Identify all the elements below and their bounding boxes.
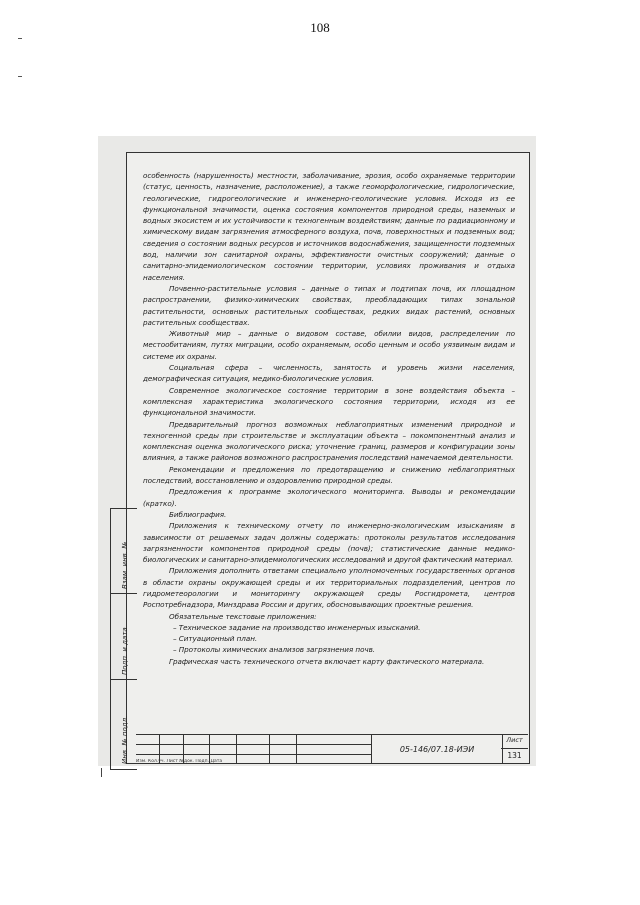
page-number: 108 — [310, 20, 330, 35]
grid-line — [136, 754, 371, 755]
margin-mark — [18, 38, 22, 39]
list-item: – Ситуационный план. — [173, 634, 258, 644]
paragraph: особенность (нарушенность) местности, заболачивание, эрозия, особо охраняемые территории (статус, ценность, назначение, расположение), а также геоморфологические, гидрологические, геологические, гидрогеологические и инженерно-геологические условия. Исходя из ее функциональной значимости, оценка состояния компонентов природной среды, наземных и водных экосистем и их устойчивости к техногенным воздействиям; данные по радиационному и химическому видам загрязнения атмосферного воздуха, почв, поверхностных и подземных вод; сведения о состоянии водных ресурсов и источников водоснабжения, защищенности подземных вод, наличии зон санитарной охраны, эффективности очистных сооружений; данные о санитарно-эпидемиологическом состоянии территории, условиях проживания и отдыха населения. — [143, 171, 515, 282]
paragraph: Графическая часть технического отчета включает карту фактического материала. — [169, 656, 485, 666]
document-code: 05-146/07.18-ИЭИ — [371, 735, 503, 763]
sheet-number: 131 — [501, 748, 528, 760]
margin-mark — [101, 768, 102, 777]
title-block-grid — [136, 735, 371, 763]
grid-line — [136, 744, 371, 745]
title-block — [136, 734, 528, 763]
list-item: – Протоколы химических анализов загрязнения почв. — [173, 645, 376, 655]
paragraph: Почвенно-растительные условия – данные о типах и подтипах почв, их площадном распространении, физико-химических свойствах, преобладающих типах зональной растительности, основных растительных сообществах, редких видах растений, основных растительных сообществах. — [143, 283, 515, 327]
paragraph: Приложения к техническому отчету по инженерно-экологическим изысканиям в зависимости от решаемых задач должны содержать: протоколы результатов исследования загрязненности компонентов природной среды (почв); статистические данные медико-биологических и санитарно-эпидемиологических исследований и другой фактический материал. — [143, 521, 515, 565]
paragraph: Предложения к программе экологического мониторинга. Выводы и рекомендации (кратко). — [143, 487, 515, 508]
paragraph: Рекомендации и предложения по предотвращению и снижению неблагоприятных последствий, восстановлению и оздоровлению природной среды. — [143, 464, 515, 486]
paragraph: Животный мир – данные о видовом составе, обилии видов, распределении по местообитаниям, путях миграции, особо охраняемым, особо ценным и особо уязвимым видам и системе их охраны. — [143, 329, 515, 361]
paragraph: Современное экологическое состояние территории в зоне воздействия объекта – комплексная характеристика экологического состояния территории, исходя из ее функциональной значимости. — [143, 385, 515, 418]
body-text — [143, 170, 515, 667]
side-label-inv: Инв. № подл. — [121, 715, 129, 764]
margin-mark — [18, 76, 22, 77]
list-item: – Техническое задание на производство инженерных изысканий. — [173, 622, 421, 632]
paragraph: Приложения дополнить ответами специально уполномоченных государственных органов в области охраны окружающей среды и их территориальных подразделений, центров по гидрометеорологии и мониторингу окружающей среды Росгидромета, центров Роспотребнадзора, Минздрава России и других, обосновывающих проектные решения. — [143, 566, 515, 610]
sheet-cell — [501, 735, 528, 763]
side-cell-vzam — [111, 509, 137, 594]
paragraph: Обязательные текстовые приложения: — [169, 611, 317, 621]
paragraph: Социальная сфера – численность, занятость и уровень жизни населения, демографическая ситуация, медико-биологические условия. — [143, 363, 515, 384]
side-cell-podp — [111, 593, 137, 680]
side-label-podp: Подп. и дата — [121, 627, 129, 675]
title-block-column-heads: Изм. Кол.уч. Лист №док. Подп. Дата — [136, 759, 223, 764]
paragraph: Библиография. — [169, 509, 227, 519]
paragraph: Предварительный прогноз возможных неблагоприятных изменений природной и техногенной среды при строительстве и эксплуатации объекта – покомпонентный анализ и комплексная оценка экологического риска; уточнение границ, размеров и конфигурации зоны влияния, а также районов возможного распространения последствий намечаемой деятельности. — [143, 419, 515, 463]
sheet-label: Лист — [506, 736, 523, 744]
side-cell-inv — [111, 679, 137, 768]
side-label-vzam: Взам. инв. № — [121, 541, 129, 589]
side-stamp — [110, 508, 137, 770]
